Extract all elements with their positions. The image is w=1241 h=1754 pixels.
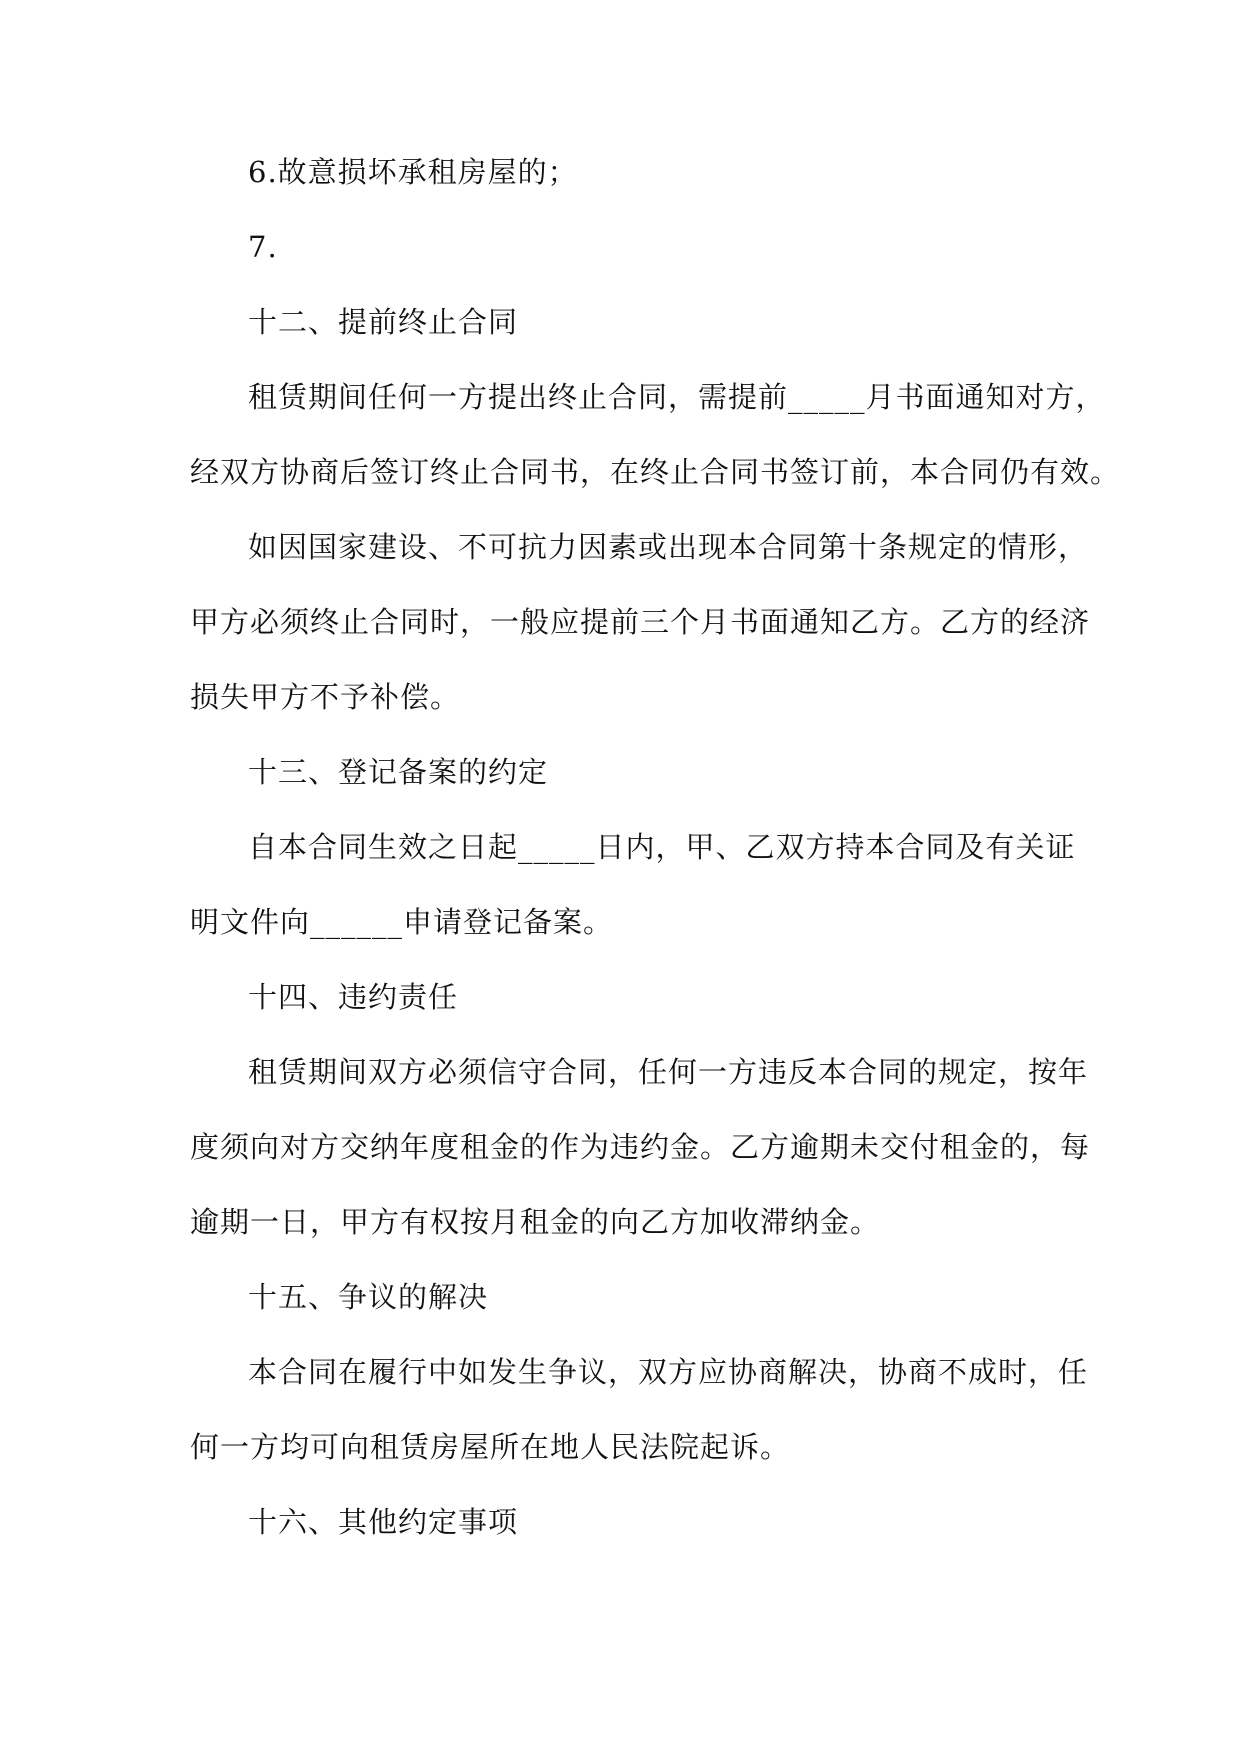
paragraph-line: 何一方均可向租赁房屋所在地人民法院起诉。 bbox=[190, 1430, 791, 1464]
paragraph-line: 度须向对方交纳年度租金的作为违约金。乙方逾期未交付租金的，每 bbox=[190, 1130, 1091, 1164]
clause-item-7: 7. bbox=[248, 230, 278, 264]
paragraph-line: 如因国家建设、不可抗力因素或出现本合同第十条规定的情形， bbox=[248, 530, 1089, 564]
paragraph-line: 租赁期间任何一方提出终止合同，需提前_____月书面通知对方， bbox=[248, 380, 1106, 414]
section-heading-13: 十三、登记备案的约定 bbox=[248, 755, 549, 789]
paragraph-line: 自本合同生效之日起_____日内，甲、乙双方持本合同及有关证 bbox=[248, 830, 1076, 864]
section-heading-15: 十五、争议的解决 bbox=[248, 1280, 489, 1314]
paragraph-line: 损失甲方不予补偿。 bbox=[190, 680, 461, 714]
section-heading-14: 十四、违约责任 bbox=[248, 980, 459, 1014]
paragraph-line: 经双方协商后签订终止合同书，在终止合同书签订前，本合同仍有效。 bbox=[190, 455, 1121, 489]
clause-item-6: 6.故意损坏承租房屋的； bbox=[248, 155, 578, 189]
section-heading-12: 十二、提前终止合同 bbox=[248, 305, 519, 339]
paragraph-line: 甲方必须终止合同时，一般应提前三个月书面通知乙方。乙方的经济 bbox=[190, 605, 1091, 639]
paragraph-line: 租赁期间双方必须信守合同，任何一方违反本合同的规定，按年 bbox=[248, 1055, 1089, 1089]
section-heading-16: 十六、其他约定事项 bbox=[248, 1505, 519, 1539]
paragraph-line: 本合同在履行中如发生争议，双方应协商解决，协商不成时，任 bbox=[248, 1355, 1089, 1389]
paragraph-line: 逾期一日，甲方有权按月租金的向乙方加收滞纳金。 bbox=[190, 1205, 881, 1239]
paragraph-line: 明文件向______申请登记备案。 bbox=[190, 905, 614, 939]
